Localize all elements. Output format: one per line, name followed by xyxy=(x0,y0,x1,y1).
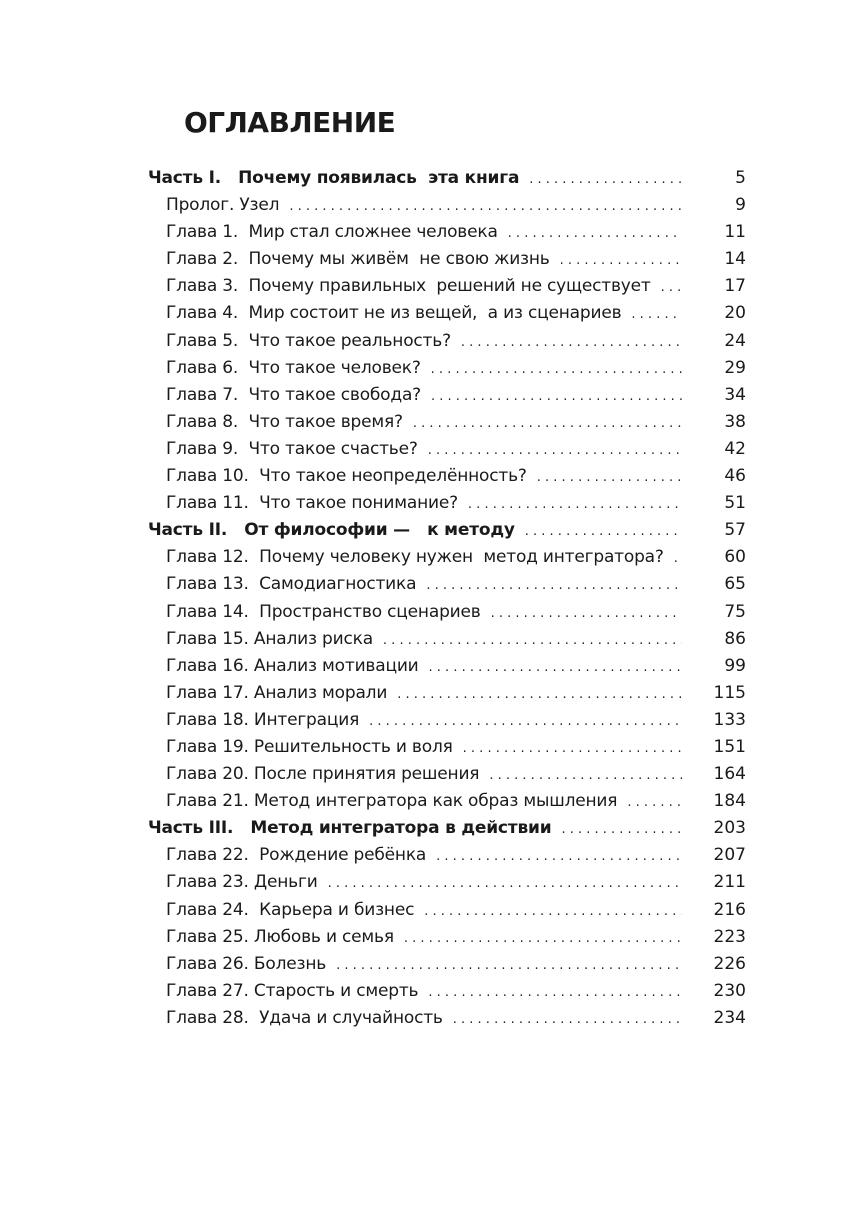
toc-chapter-entry xyxy=(148,981,746,1008)
toc-entry-label: Глава 26. Болезнь xyxy=(166,953,327,974)
dot-leader xyxy=(463,741,682,756)
toc-page-number: 99 xyxy=(724,655,746,676)
toc-entry-label: Глава 10. Что такое неопределённость? xyxy=(166,466,527,487)
toc-page-number: 211 xyxy=(713,872,746,893)
toc-chapter-entry xyxy=(148,629,746,656)
toc-entry-label: Глава 5. Что такое реальность? xyxy=(166,330,451,351)
toc-chapter-entry xyxy=(148,303,746,330)
dot-leader xyxy=(413,416,682,431)
toc-page-number: 223 xyxy=(713,926,746,947)
toc-entry-label: Глава 23. Деньги xyxy=(166,872,318,893)
toc-page-number: 75 xyxy=(724,601,746,622)
dot-leader xyxy=(674,551,682,566)
toc-page-number: 226 xyxy=(713,953,746,974)
toc-chapter-entry xyxy=(148,222,746,249)
dot-leader xyxy=(369,714,682,729)
dot-leader xyxy=(453,1012,682,1027)
toc-entry-label: Глава 6. Что такое человек? xyxy=(166,357,421,378)
toc-chapter-entry xyxy=(148,385,746,412)
dot-leader xyxy=(560,253,682,268)
dot-leader xyxy=(508,226,682,241)
toc-chapter-entry xyxy=(148,602,746,629)
toc-chapter-entry xyxy=(148,927,746,954)
toc-chapter-entry xyxy=(148,845,746,872)
toc-chapter-entry xyxy=(148,439,746,466)
dot-leader xyxy=(525,524,682,539)
dot-leader xyxy=(627,795,682,810)
dot-leader xyxy=(328,876,682,891)
toc-page-number: 207 xyxy=(713,845,746,866)
toc-page-number: 46 xyxy=(724,466,746,487)
toc-page-number: 86 xyxy=(724,628,746,649)
toc-page-number: 164 xyxy=(713,764,746,785)
toc-entry-label: Глава 25. Любовь и семья xyxy=(166,926,394,947)
toc-entry-label: Глава 7. Что такое свобода? xyxy=(166,384,421,405)
toc-entry-label: Глава 27. Старость и смерть xyxy=(166,980,419,1001)
toc-chapter-entry xyxy=(148,764,746,791)
toc-chapter-entry xyxy=(148,331,746,358)
toc-chapter-entry xyxy=(148,954,746,981)
toc-entry-label: Часть I. Почему появилась эта книга xyxy=(148,168,520,188)
toc-chapter-entry xyxy=(148,358,746,385)
toc-page-number: 29 xyxy=(724,357,746,378)
toc-entry-label: Глава 20. После принятия решения xyxy=(166,764,480,785)
toc-entry-label: Глава 12. Почему человеку нужен метод интегратора? xyxy=(166,547,664,568)
toc-entry-label: Глава 24. Карьера и бизнес xyxy=(166,899,415,920)
toc-page-number: 115 xyxy=(713,682,746,703)
toc-chapter-entry xyxy=(148,683,746,710)
toc-page-number: 230 xyxy=(713,980,746,1001)
toc-chapter-entry xyxy=(148,656,746,683)
toc-entry-label: Пролог. Узел xyxy=(166,195,280,216)
toc-page-number: 151 xyxy=(713,736,746,757)
toc-chapter-entry xyxy=(148,547,746,574)
toc-page-number: 203 xyxy=(713,818,746,839)
toc-entry-label: Глава 22. Рождение ребёнка xyxy=(166,845,427,866)
toc-chapter-entry xyxy=(148,493,746,520)
toc-chapter-entry xyxy=(148,900,746,927)
toc-entry-label: Часть III. Метод интегратора в действии xyxy=(148,818,552,839)
toc-entry-label: Глава 11. Что такое понимание? xyxy=(166,493,458,514)
dot-leader xyxy=(461,335,682,350)
page-title: ОГЛАВЛЕНИЕ xyxy=(184,106,396,139)
dot-leader xyxy=(491,606,682,621)
toc-entry-label: Глава 21. Метод интегратора как образ мышления xyxy=(166,791,618,812)
dot-leader xyxy=(428,985,682,1000)
toc-entry-label: Глава 15. Анализ риска xyxy=(166,628,373,649)
toc-page-number: 38 xyxy=(724,411,746,432)
toc-page-number: 42 xyxy=(724,438,746,459)
dot-leader xyxy=(383,633,682,648)
toc-chapter-entry xyxy=(148,1008,746,1035)
toc-chapter-entry xyxy=(148,249,746,276)
dot-leader xyxy=(661,280,682,295)
toc-entry-label: Глава 3. Почему правильных решений не существует xyxy=(166,276,651,297)
toc-entry-label: Глава 19. Решительность и воля xyxy=(166,736,453,757)
toc-page-number: 216 xyxy=(713,899,746,920)
toc-chapter-entry xyxy=(148,466,746,493)
toc-page-number: 9 xyxy=(735,195,746,216)
toc-entry-label: Часть II. От философии — к методу xyxy=(148,520,515,541)
toc-entry-label: Глава 13. Самодиагностика xyxy=(166,574,417,595)
dot-leader xyxy=(436,849,682,864)
dot-leader xyxy=(397,687,682,702)
dot-leader xyxy=(561,822,682,837)
toc-page-number: 20 xyxy=(724,303,746,324)
dot-leader xyxy=(404,931,682,946)
toc-page-number: 34 xyxy=(724,384,746,405)
toc-chapter-entry xyxy=(148,710,746,737)
toc-page-number: 57 xyxy=(724,520,746,541)
toc-chapter-entry xyxy=(148,412,746,439)
toc-page-number: 14 xyxy=(724,249,746,270)
toc-entry-label: Глава 9. Что такое счастье? xyxy=(166,438,418,459)
toc-chapter-entry xyxy=(148,737,746,764)
toc-page-number: 60 xyxy=(724,547,746,568)
toc-chapter-entry xyxy=(148,791,746,818)
toc-part-entry xyxy=(148,818,746,845)
toc-page-number: 11 xyxy=(724,222,746,243)
toc-page-number: 234 xyxy=(713,1007,746,1028)
toc-page-number: 17 xyxy=(724,276,746,297)
dot-leader xyxy=(431,389,682,404)
dot-leader xyxy=(429,660,682,675)
table-of-contents xyxy=(148,168,746,1035)
toc-chapter-entry xyxy=(148,872,746,899)
toc-entry-label: Глава 2. Почему мы живём не свою жизнь xyxy=(166,249,550,270)
toc-chapter-entry xyxy=(148,276,746,303)
dot-leader xyxy=(431,362,682,377)
toc-entry-label: Глава 14. Пространство сценариев xyxy=(166,601,481,622)
dot-leader xyxy=(289,199,682,214)
dot-leader xyxy=(529,172,682,187)
dot-leader xyxy=(537,470,682,485)
toc-entry-label: Глава 1. Мир стал сложнее человека xyxy=(166,222,498,243)
dot-leader xyxy=(428,443,682,458)
toc-entry-label: Глава 28. Удача и случайность xyxy=(166,1007,443,1028)
toc-entry-label: Глава 18. Интеграция xyxy=(166,709,360,730)
toc-part-entry xyxy=(148,168,746,195)
toc-entry-label: Глава 16. Анализ мотивации xyxy=(166,655,419,676)
toc-page-number: 65 xyxy=(724,574,746,595)
toc-entry-label: Глава 4. Мир состоит не из вещей, а из сценариев xyxy=(166,303,622,324)
dot-leader xyxy=(424,904,682,919)
toc-chapter-entry xyxy=(148,574,746,601)
toc-page-number: 5 xyxy=(735,168,746,188)
toc-chapter-entry xyxy=(148,195,746,222)
toc-page-number: 24 xyxy=(724,330,746,351)
toc-page-number: 51 xyxy=(724,493,746,514)
dot-leader xyxy=(336,958,682,973)
toc-part-entry xyxy=(148,520,746,547)
toc-entry-label: Глава 8. Что такое время? xyxy=(166,411,403,432)
toc-page-number: 133 xyxy=(713,709,746,730)
toc-page-number: 184 xyxy=(713,791,746,812)
dot-leader xyxy=(489,768,682,783)
dot-leader xyxy=(426,578,682,593)
dot-leader xyxy=(468,497,682,512)
toc-entry-label: Глава 17. Анализ морали xyxy=(166,682,388,703)
dot-leader xyxy=(631,307,682,322)
